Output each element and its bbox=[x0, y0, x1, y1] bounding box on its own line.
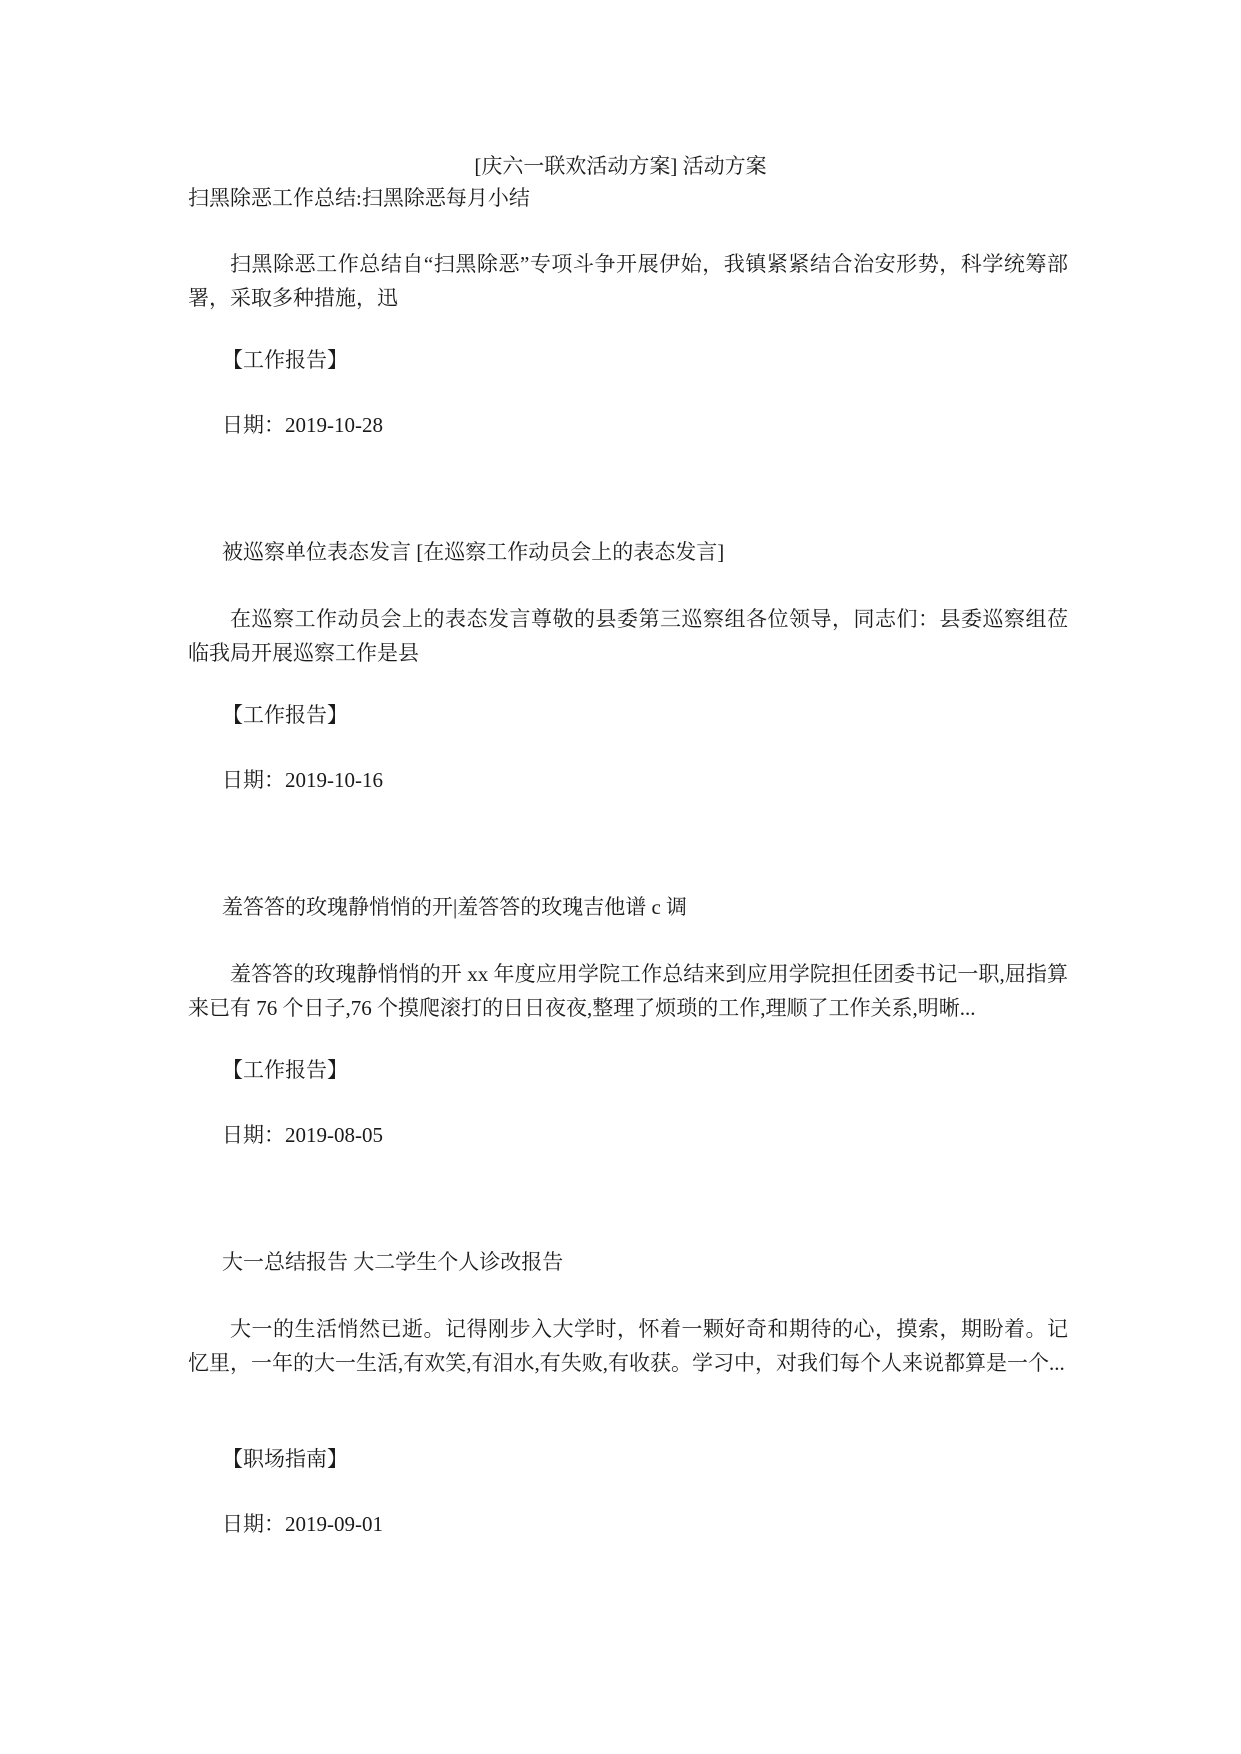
entry-date: 日期：2019-08-05 bbox=[222, 1123, 383, 1147]
entry-category: 【工作报告】 bbox=[222, 348, 348, 372]
entry-summary: 大一的生活悄然已逝。记得刚步入大学时，怀着一颗好奇和期待的心，摸索，期盼着。记忆里，一年的大一生活,有欢笑,有泪水,有失败,有收获。学习中，对我们每个人来说都算是一个... bbox=[188, 1317, 1068, 1375]
entry-summary: 在巡察工作动员会上的表态发言尊敬的县委第三巡察组各位领导，同志们：县委巡察组莅临我局开展巡察工作是县 bbox=[188, 607, 1068, 665]
page-title: [庆六一联欢活动方案] 活动方案 bbox=[474, 154, 767, 178]
entry-category: 【工作报告】 bbox=[222, 1058, 348, 1082]
entry-summary: 羞答答的玫瑰静悄悄的开 xx 年度应用学院工作总结来到应用学院担任团委书记一职,屈指算来已有 76 个日子,76 个摸爬滚打的日日夜夜,整理了烦琐的工作,理顺了工作关系,明晰... bbox=[188, 962, 1068, 1020]
entry-category: 【工作报告】 bbox=[222, 703, 348, 727]
entry-title: 被巡察单位表态发言 [在巡察工作动员会上的表态发言] bbox=[222, 540, 725, 564]
entry-title: 大一总结报告 大二学生个人诊改报告 bbox=[222, 1250, 564, 1274]
entry-date: 日期：2019-09-01 bbox=[222, 1512, 383, 1536]
entry-date: 日期：2019-10-16 bbox=[222, 768, 383, 792]
page-subtitle: 扫黑除恶工作总结:扫黑除恶每月小结 bbox=[188, 186, 530, 210]
entry-summary: 扫黑除恶工作总结自“扫黑除恶”专项斗争开展伊始，我镇紧紧结合治安形势，科学统筹部署，采取多种措施，迅 bbox=[188, 252, 1068, 310]
entry-date: 日期：2019-10-28 bbox=[222, 413, 383, 437]
entry-title: 羞答答的玫瑰静悄悄的开|羞答答的玫瑰吉他谱 c 调 bbox=[222, 895, 688, 919]
entry-category: 【职场指南】 bbox=[222, 1447, 348, 1471]
